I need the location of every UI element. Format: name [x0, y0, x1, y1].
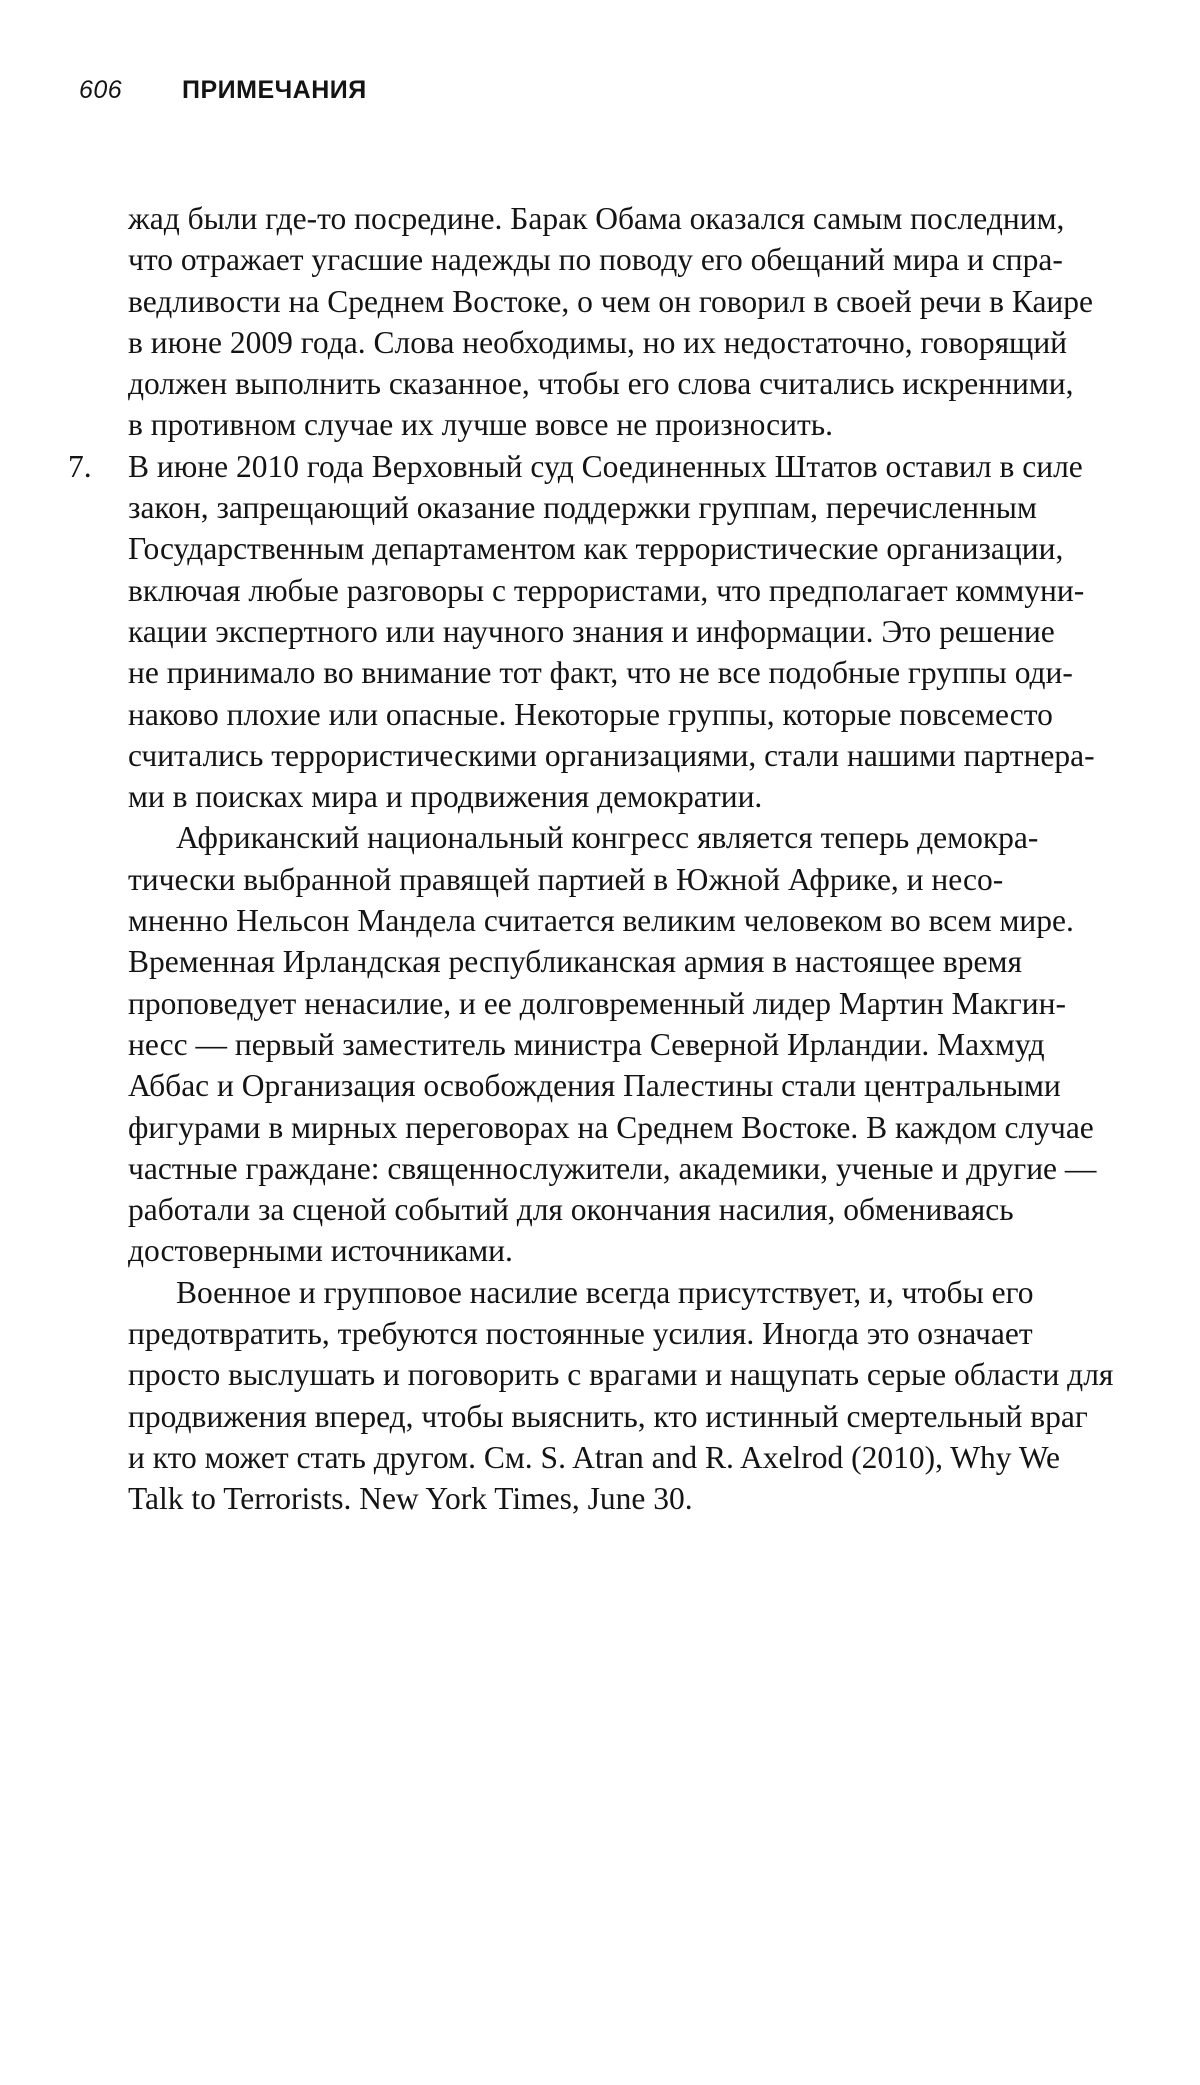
text-line: ведливости на Среднем Востоке, о чем он говорил в своей речи в Каире [128, 283, 1094, 319]
text-line: что отражает угасшие надежды по поводу его обещаний мира и спра- [128, 242, 1063, 278]
page-number: 606 [79, 75, 123, 104]
text-line: несс — первый заместитель министра Северной Ирландии. Махмуд [128, 1026, 1045, 1062]
text-line: в июне 2009 года. Слова необходимы, но их недостаточно, говорящий [128, 324, 1068, 360]
text-line: мненно Нельсон Мандела считается великим человеком во всем мире. [128, 903, 1074, 939]
text-line: проповедует ненасилие, и ее долговременный лидер Мартин Макгин- [128, 985, 1067, 1021]
note-number: 7. [68, 448, 92, 484]
text-line: Государственным департаментом как террористические организации, [128, 531, 1064, 567]
text-line: не принимало во внимание тот факт, что не все подобные группы оди- [128, 655, 1073, 691]
text-line: В июне 2010 года Верховный суд Соединенных Штатов оставил в силе [128, 448, 1083, 484]
text-line: просто выслушать и поговорить с врагами и нащупать серые области для [128, 1357, 1114, 1393]
text-line: кации экспертного или научного знания и информации. Это решение [128, 613, 1055, 649]
text-line: жад были где-то посредине. Барак Обама оказался самым последним, [128, 201, 1065, 236]
text-line: предотвратить, требуются постоянные усилия. Иногда это означает [128, 1316, 1033, 1352]
text-line: тически выбранной правящей партией в Южной Африке, и несо- [128, 861, 1004, 897]
text-line: в противном случае их лучше вовсе не произносить. [128, 407, 833, 443]
page-header [79, 70, 367, 110]
running-title: ПРИМЕЧАНИЯ [182, 75, 367, 104]
note-7-paragraph-2 [128, 817, 1128, 1271]
text-line: закон, запрещающий оказание поддержки группам, перечисленным [128, 490, 1037, 526]
text-line: Временная Ирландская республиканская армия в настоящее время [128, 944, 1022, 980]
text-line: фигурами в мирных переговорах на Среднем Востоке. В каждом случае [128, 1109, 1094, 1145]
note-7-paragraph-1 [128, 446, 1128, 818]
text-line: достоверными источниками. [128, 1233, 513, 1269]
text-line: ми в поисках мира и продвижения демократии. [128, 779, 763, 815]
text-line: Африканский национальный конгресс является теперь демокра- [176, 820, 1039, 856]
note-6-continuation [128, 198, 1128, 446]
text-line: наково плохие или опасные. Некоторые группы, которые повсеместо [128, 696, 1053, 732]
note-7 [68, 446, 1128, 1520]
text-line: работали за сценой событий для окончания насилия, обмениваясь [128, 1192, 1014, 1228]
text-line: включая любые разговоры с террористами, что предполагает коммуни- [128, 572, 1085, 608]
notes-body [68, 198, 1128, 1520]
text-line: Talk to Terrorists. New York Times, June 30. [128, 1481, 693, 1517]
text-line: Военное и групповое насилие всегда присутствует, и, чтобы его [176, 1274, 1034, 1310]
text-line: и кто может стать другом. См. S. Atran and R. Axelrod (2010), Why We [128, 1439, 1061, 1475]
text-line: частные граждане: священнослужители, академики, ученые и другие — [128, 1150, 1097, 1186]
text-line: Аббас и Организация освобождения Палестины стали центральными [128, 1068, 1061, 1104]
note-7-paragraph-3 [128, 1272, 1128, 1520]
text-line: считались террористическими организациями, стали нашими партнера- [128, 737, 1095, 773]
text-line: должен выполнить сказанное, чтобы его слова считались искренними, [128, 366, 1074, 402]
text-line: продвижения вперед, чтобы выяснить, кто истинный смертельный враг [128, 1398, 1088, 1434]
